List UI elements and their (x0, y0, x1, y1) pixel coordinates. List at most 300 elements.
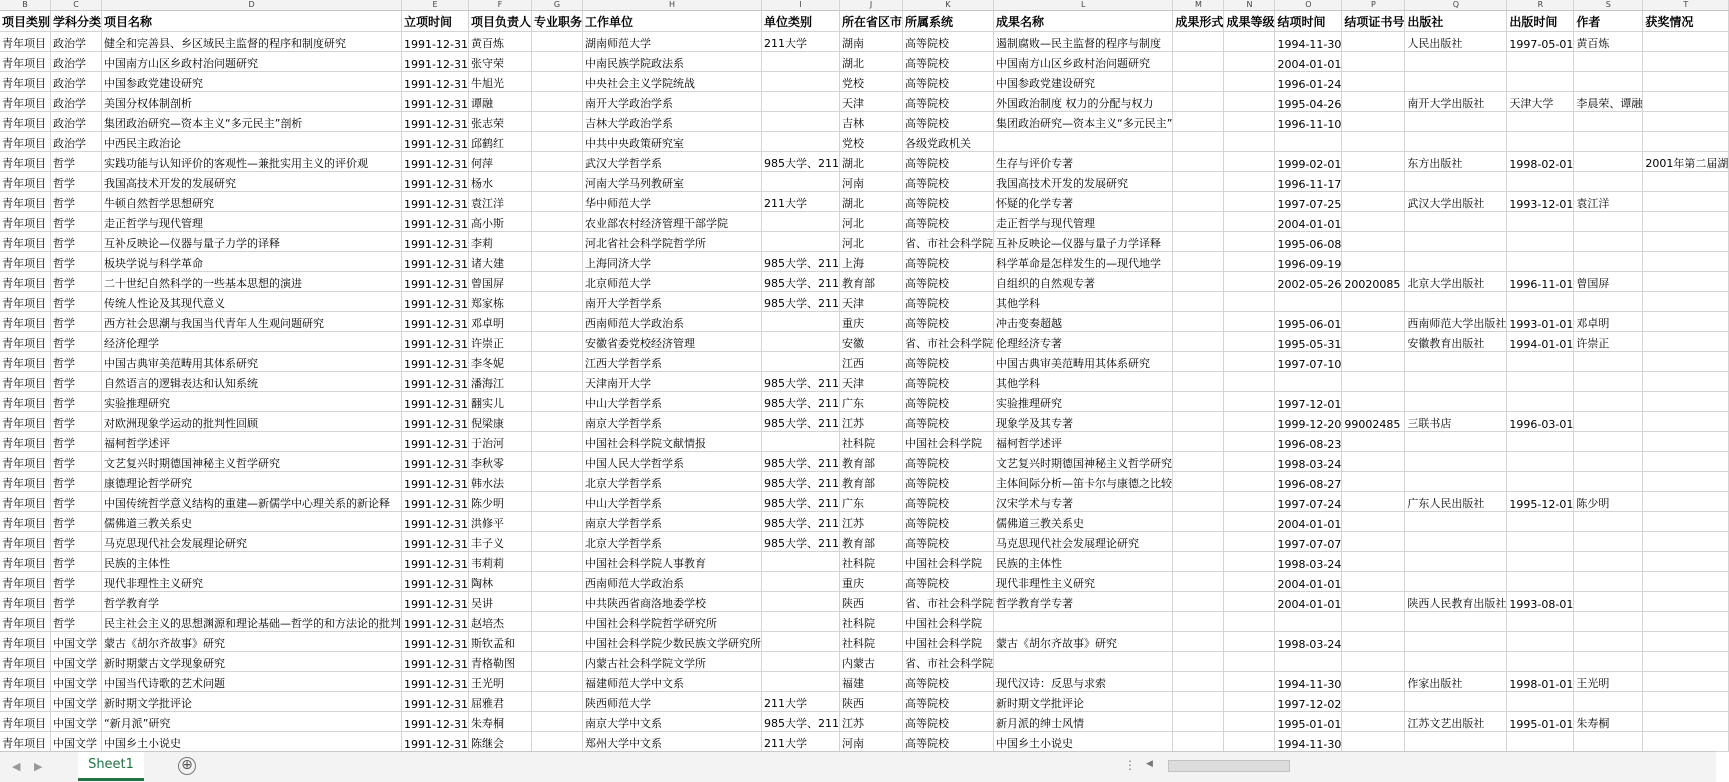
header-cell[interactable]: 获奖情况 (1643, 11, 1729, 32)
table-cell[interactable] (762, 432, 840, 452)
table-cell[interactable] (1342, 92, 1405, 112)
table-cell[interactable] (1507, 352, 1574, 372)
table-cell[interactable] (1643, 512, 1729, 532)
table-cell[interactable]: 斯钦孟和 (468, 632, 531, 652)
table-cell[interactable]: 1994-11-30 (1275, 32, 1342, 52)
table-cell[interactable] (762, 572, 840, 592)
column-letter[interactable]: R (1507, 0, 1574, 11)
table-cell[interactable]: 福建师范大学中文系 (583, 672, 762, 692)
table-cell[interactable]: 李秋零 (468, 452, 531, 472)
header-cell[interactable]: 结项证书号 (1342, 11, 1405, 32)
table-cell[interactable] (1507, 512, 1574, 532)
table-cell[interactable]: 外国政治制度 权力的分配与权力 (994, 92, 1173, 112)
table-cell[interactable] (1643, 272, 1729, 292)
table-cell[interactable]: 中国乡土小说史 (102, 732, 402, 752)
table-cell[interactable] (1643, 632, 1729, 652)
table-cell[interactable]: 西南师范大学出版社 (1405, 312, 1507, 332)
table-cell[interactable]: 985大学、211 (762, 532, 840, 552)
table-cell[interactable]: 南京大学中文系 (583, 712, 762, 732)
table-cell[interactable] (1643, 532, 1729, 552)
table-cell[interactable] (1405, 612, 1507, 632)
table-cell[interactable] (1224, 672, 1275, 692)
table-cell[interactable]: 黄百炼 (1574, 32, 1643, 52)
table-cell[interactable]: 青年项目 (0, 52, 51, 72)
table-cell[interactable]: 1997-07-25 (1275, 192, 1342, 212)
table-cell[interactable]: 青年项目 (0, 552, 51, 572)
table-cell[interactable]: 中国文学 (51, 652, 102, 672)
table-cell[interactable] (531, 412, 582, 432)
table-cell[interactable] (1224, 432, 1275, 452)
table-cell[interactable]: 1991-12-31 (402, 52, 469, 72)
table-cell[interactable]: 985大学、211 (762, 472, 840, 492)
table-cell[interactable]: 各级党政机关 (903, 132, 994, 152)
table-cell[interactable] (531, 432, 582, 452)
table-cell[interactable]: 河北 (840, 232, 903, 252)
column-letter[interactable]: C (51, 0, 102, 11)
table-cell[interactable] (1224, 112, 1275, 132)
table-cell[interactable]: 青年项目 (0, 212, 51, 232)
table-cell[interactable] (1574, 392, 1643, 412)
table-cell[interactable] (1342, 552, 1405, 572)
table-cell[interactable]: 新月派的绅士风情 (994, 712, 1173, 732)
table-cell[interactable]: 哲学 (51, 432, 102, 452)
table-cell[interactable]: 哲学 (51, 232, 102, 252)
table-cell[interactable] (1173, 432, 1224, 452)
table-cell[interactable]: 高等院校 (903, 292, 994, 312)
table-cell[interactable]: 1991-12-31 (402, 572, 469, 592)
header-cell[interactable]: 专业职务 (531, 11, 582, 32)
table-cell[interactable]: 新时期文学批评论 (102, 692, 402, 712)
table-cell[interactable]: 现代汉诗：反思与求索 (994, 672, 1173, 692)
table-cell[interactable]: 1991-12-31 (402, 412, 469, 432)
table-cell[interactable] (1342, 652, 1405, 672)
table-cell[interactable] (1224, 692, 1275, 712)
table-cell[interactable] (531, 92, 582, 112)
table-cell[interactable] (1405, 292, 1507, 312)
table-cell[interactable]: 民族的主体性 (994, 552, 1173, 572)
table-cell[interactable] (1173, 252, 1224, 272)
table-cell[interactable]: 211大学 (762, 192, 840, 212)
table-cell[interactable]: 自然语言的逻辑表达和认知系统 (102, 372, 402, 392)
table-cell[interactable]: 曾国屏 (468, 272, 531, 292)
table-cell[interactable]: 青年项目 (0, 512, 51, 532)
table-cell[interactable]: 高等院校 (903, 172, 994, 192)
table-cell[interactable] (1405, 572, 1507, 592)
table-cell[interactable] (1342, 312, 1405, 332)
table-cell[interactable] (531, 732, 582, 752)
table-cell[interactable]: 吴讲 (468, 592, 531, 612)
table-cell[interactable] (1405, 732, 1507, 752)
scroll-left-icon[interactable]: ◀ (1146, 759, 1153, 769)
table-cell[interactable]: 1991-12-31 (402, 312, 469, 332)
table-cell[interactable]: 985大学、211 (762, 252, 840, 272)
table-cell[interactable]: 高等院校 (903, 732, 994, 752)
table-cell[interactable] (1173, 212, 1224, 232)
table-cell[interactable]: 1991-12-31 (402, 32, 469, 52)
table-cell[interactable]: 赵培杰 (468, 612, 531, 632)
table-cell[interactable] (1405, 252, 1507, 272)
table-cell[interactable]: 西南师范大学政治系 (583, 312, 762, 332)
table-cell[interactable] (1405, 112, 1507, 132)
column-letter[interactable]: T (1643, 0, 1729, 11)
table-cell[interactable]: 湖南 (840, 32, 903, 52)
table-cell[interactable]: 陈少明 (468, 492, 531, 512)
table-cell[interactable]: 青年项目 (0, 332, 51, 352)
table-cell[interactable] (1224, 632, 1275, 652)
table-cell[interactable]: 板块学说与科学革命 (102, 252, 402, 272)
table-cell[interactable] (1224, 332, 1275, 352)
table-cell[interactable] (762, 72, 840, 92)
table-cell[interactable] (531, 392, 582, 412)
table-cell[interactable]: 中国文学 (51, 732, 102, 752)
table-cell[interactable]: 安徽教育出版社 (1405, 332, 1507, 352)
horizontal-scrollbar[interactable] (1146, 759, 1716, 771)
table-cell[interactable] (1224, 32, 1275, 52)
table-cell[interactable] (1224, 512, 1275, 532)
table-cell[interactable]: 袁江洋 (468, 192, 531, 212)
table-cell[interactable] (1173, 412, 1224, 432)
table-cell[interactable] (1224, 452, 1275, 472)
table-cell[interactable]: 黄百炼 (468, 32, 531, 52)
table-cell[interactable] (1643, 652, 1729, 672)
table-cell[interactable]: 走正哲学与现代管理 (102, 212, 402, 232)
table-cell[interactable]: 洪修平 (468, 512, 531, 532)
table-cell[interactable]: 青年项目 (0, 112, 51, 132)
table-cell[interactable]: 陈少明 (1574, 492, 1643, 512)
table-cell[interactable] (1224, 652, 1275, 672)
table-cell[interactable]: 1996-08-23 (1275, 432, 1342, 452)
table-cell[interactable]: 南开大学出版社 (1405, 92, 1507, 112)
table-cell[interactable]: 高等院校 (903, 352, 994, 372)
table-cell[interactable] (531, 192, 582, 212)
table-cell[interactable] (1405, 232, 1507, 252)
table-cell[interactable]: 河南 (840, 172, 903, 192)
table-cell[interactable] (1507, 372, 1574, 392)
table-cell[interactable]: 中国社会科学院 (903, 552, 994, 572)
table-cell[interactable]: 1991-12-31 (402, 492, 469, 512)
table-cell[interactable]: 中国社会科学院人事教育 (583, 552, 762, 572)
table-cell[interactable] (994, 652, 1173, 672)
table-cell[interactable] (1643, 552, 1729, 572)
table-cell[interactable]: 1991-12-31 (402, 292, 469, 312)
table-cell[interactable]: 1997-05-01 (1507, 32, 1574, 52)
table-cell[interactable]: 南开大学政治学系 (583, 92, 762, 112)
table-cell[interactable] (1643, 592, 1729, 612)
table-cell[interactable]: 内蒙古 (840, 652, 903, 672)
table-cell[interactable]: 张守荣 (468, 52, 531, 72)
table-cell[interactable] (1224, 252, 1275, 272)
table-cell[interactable]: 哲学 (51, 572, 102, 592)
table-cell[interactable] (1574, 632, 1643, 652)
table-cell[interactable]: 青年项目 (0, 92, 51, 112)
table-cell[interactable]: 政治学 (51, 32, 102, 52)
table-cell[interactable] (1342, 232, 1405, 252)
table-cell[interactable]: 天津 (840, 372, 903, 392)
table-cell[interactable]: 陶林 (468, 572, 531, 592)
table-cell[interactable] (1342, 372, 1405, 392)
table-cell[interactable] (1342, 712, 1405, 732)
table-cell[interactable] (762, 232, 840, 252)
table-cell[interactable]: 高等院校 (903, 712, 994, 732)
table-cell[interactable]: 中山大学哲学系 (583, 492, 762, 512)
table-cell[interactable] (1224, 472, 1275, 492)
table-cell[interactable]: 省、市社会科学院 (903, 592, 994, 612)
table-cell[interactable] (1342, 332, 1405, 352)
table-cell[interactable]: 高等院校 (903, 192, 994, 212)
table-cell[interactable]: 邱鹤红 (468, 132, 531, 152)
table-cell[interactable] (1643, 232, 1729, 252)
table-cell[interactable]: 青年项目 (0, 412, 51, 432)
table-cell[interactable] (1405, 692, 1507, 712)
table-cell[interactable] (1507, 72, 1574, 92)
table-cell[interactable] (1224, 612, 1275, 632)
table-cell[interactable] (1507, 212, 1574, 232)
table-cell[interactable]: 江西大学哲学系 (583, 352, 762, 372)
table-cell[interactable]: 1997-12-01 (1275, 392, 1342, 412)
table-cell[interactable]: 我国高技术开发的发展研究 (994, 172, 1173, 192)
table-cell[interactable]: 1991-12-31 (402, 252, 469, 272)
header-cell[interactable]: 工作单位 (583, 11, 762, 32)
table-cell[interactable]: 青年项目 (0, 732, 51, 752)
table-cell[interactable]: 青年项目 (0, 352, 51, 372)
table-cell[interactable] (1574, 592, 1643, 612)
table-cell[interactable]: 许崇正 (468, 332, 531, 352)
table-cell[interactable] (1643, 352, 1729, 372)
table-cell[interactable] (1224, 492, 1275, 512)
table-cell[interactable]: 中国参政党建设研究 (994, 72, 1173, 92)
table-cell[interactable]: 中国南方山区乡政村治问题研究 (102, 52, 402, 72)
table-cell[interactable]: 1991-12-31 (402, 652, 469, 672)
table-cell[interactable]: 高等院校 (903, 212, 994, 232)
table-cell[interactable]: 对欧洲现象学运动的批判性回顾 (102, 412, 402, 432)
table-cell[interactable] (1405, 532, 1507, 552)
table-cell[interactable]: 高等院校 (903, 532, 994, 552)
table-cell[interactable] (1173, 392, 1224, 412)
table-cell[interactable] (1342, 52, 1405, 72)
table-cell[interactable]: 杨水 (468, 172, 531, 192)
table-cell[interactable]: 1991-12-31 (402, 452, 469, 472)
table-cell[interactable]: 天津 (840, 292, 903, 312)
table-cell[interactable] (1574, 512, 1643, 532)
table-cell[interactable] (1643, 192, 1729, 212)
table-cell[interactable]: 211大学 (762, 32, 840, 52)
table-cell[interactable] (1574, 732, 1643, 752)
table-cell[interactable] (1342, 692, 1405, 712)
table-cell[interactable]: 985大学、211 (762, 412, 840, 432)
table-cell[interactable] (531, 252, 582, 272)
table-cell[interactable]: 青年项目 (0, 272, 51, 292)
table-cell[interactable]: 高等院校 (903, 72, 994, 92)
table-cell[interactable] (1173, 532, 1224, 552)
table-cell[interactable]: 哲学 (51, 472, 102, 492)
table-cell[interactable] (1173, 572, 1224, 592)
table-cell[interactable]: 经济伦理学 (102, 332, 402, 352)
table-cell[interactable] (1574, 472, 1643, 492)
table-cell[interactable]: 哲学 (51, 352, 102, 372)
table-cell[interactable]: 985大学、211 (762, 452, 840, 472)
header-cell[interactable]: 单位类别 (762, 11, 840, 32)
table-cell[interactable]: 中国古典审美范畴用其体系研究 (994, 352, 1173, 372)
table-cell[interactable]: 青年项目 (0, 232, 51, 252)
table-cell[interactable]: 1991-12-31 (402, 332, 469, 352)
table-cell[interactable]: 邓卓明 (468, 312, 531, 332)
table-cell[interactable] (762, 332, 840, 352)
table-cell[interactable]: 中国社会科学院 (903, 632, 994, 652)
table-cell[interactable]: 1998-02-01 (1507, 152, 1574, 172)
table-cell[interactable] (1275, 612, 1342, 632)
table-cell[interactable]: 1997-12-02 (1275, 692, 1342, 712)
table-cell[interactable] (762, 172, 840, 192)
table-cell[interactable]: 2004-01-01 (1275, 52, 1342, 72)
table-cell[interactable] (1643, 252, 1729, 272)
table-cell[interactable]: 哲学 (51, 152, 102, 172)
table-cell[interactable]: 生存与评价专著 (994, 152, 1173, 172)
table-cell[interactable]: 1997-07-24 (1275, 492, 1342, 512)
table-cell[interactable]: 党校 (840, 72, 903, 92)
table-cell[interactable]: 张志荣 (468, 112, 531, 132)
table-cell[interactable]: 哲学教育学专著 (994, 592, 1173, 612)
table-cell[interactable]: 1997-07-10 (1275, 352, 1342, 372)
table-cell[interactable]: 儒佛道三教关系史 (994, 512, 1173, 532)
table-cell[interactable]: 1991-12-31 (402, 112, 469, 132)
table-cell[interactable] (1643, 452, 1729, 472)
table-cell[interactable]: 党校 (840, 132, 903, 152)
table-cell[interactable]: 1993-01-01 (1507, 312, 1574, 332)
table-cell[interactable]: 社科院 (840, 632, 903, 652)
table-cell[interactable]: 新时期蒙古文学现象研究 (102, 652, 402, 672)
table-cell[interactable]: 青年项目 (0, 252, 51, 272)
table-cell[interactable]: 1991-12-31 (402, 512, 469, 532)
table-cell[interactable]: “新月派”研究 (102, 712, 402, 732)
table-cell[interactable] (1574, 652, 1643, 672)
table-cell[interactable] (1342, 592, 1405, 612)
column-letter[interactable]: G (531, 0, 582, 11)
table-cell[interactable]: 高等院校 (903, 572, 994, 592)
table-cell[interactable] (1224, 732, 1275, 752)
table-cell[interactable] (762, 132, 840, 152)
table-cell[interactable] (1507, 612, 1574, 632)
table-cell[interactable] (1224, 532, 1275, 552)
table-cell[interactable]: 湖北 (840, 52, 903, 72)
table-cell[interactable] (1173, 372, 1224, 392)
table-cell[interactable] (531, 372, 582, 392)
table-cell[interactable]: 985大学、211 (762, 152, 840, 172)
table-cell[interactable]: 985大学、211 (762, 272, 840, 292)
table-cell[interactable]: 王光明 (1574, 672, 1643, 692)
table-cell[interactable]: 哲学 (51, 412, 102, 432)
table-cell[interactable]: 蒙古《胡尔齐故事》研究 (994, 632, 1173, 652)
column-letter[interactable]: L (994, 0, 1173, 11)
table-cell[interactable] (1224, 192, 1275, 212)
table-cell[interactable] (1643, 612, 1729, 632)
table-cell[interactable]: 武汉大学哲学系 (583, 152, 762, 172)
table-cell[interactable]: 1991-12-31 (402, 192, 469, 212)
table-cell[interactable]: 美国分权体制剖析 (102, 92, 402, 112)
table-cell[interactable]: 集团政治研究—资本主义“多元民主” (994, 112, 1173, 132)
table-cell[interactable] (1224, 572, 1275, 592)
table-cell[interactable]: 哲学 (51, 532, 102, 552)
table-cell[interactable]: 2001年第二届湖 (1643, 152, 1729, 172)
table-cell[interactable]: 安徽 (840, 332, 903, 352)
table-cell[interactable]: 1995-01-01 (1507, 712, 1574, 732)
table-cell[interactable]: 互补反映论—仪器与量子力学的译释 (102, 232, 402, 252)
table-cell[interactable]: 中国社会科学院哲学研究所 (583, 612, 762, 632)
table-cell[interactable]: 教育部 (840, 472, 903, 492)
table-cell[interactable] (1173, 672, 1224, 692)
table-cell[interactable]: 中国文学 (51, 672, 102, 692)
table-cell[interactable] (1275, 132, 1342, 152)
table-cell[interactable]: 1996-11-10 (1275, 112, 1342, 132)
table-cell[interactable] (531, 532, 582, 552)
table-cell[interactable]: 丰子义 (468, 532, 531, 552)
column-letter[interactable]: M (1173, 0, 1224, 11)
table-cell[interactable]: 2004-01-01 (1275, 512, 1342, 532)
table-cell[interactable]: 北京大学哲学系 (583, 532, 762, 552)
table-cell[interactable]: 王光明 (468, 672, 531, 692)
header-cell[interactable]: 结项时间 (1275, 11, 1342, 32)
table-cell[interactable]: 河北 (840, 212, 903, 232)
table-cell[interactable]: 其他学科 (994, 372, 1173, 392)
table-cell[interactable] (1224, 592, 1275, 612)
table-cell[interactable] (531, 352, 582, 372)
table-cell[interactable]: 青年项目 (0, 152, 51, 172)
table-cell[interactable] (1405, 652, 1507, 672)
table-cell[interactable]: 中国古典审美范畴用其体系研究 (102, 352, 402, 372)
table-cell[interactable]: 1996-03-01 (1507, 412, 1574, 432)
table-cell[interactable]: 陕西 (840, 692, 903, 712)
table-cell[interactable]: 哲学 (51, 612, 102, 632)
table-cell[interactable]: 陕西人民教育出版社 (1405, 592, 1507, 612)
table-cell[interactable]: 天津大学 (1507, 92, 1574, 112)
table-cell[interactable]: 1991-12-31 (402, 432, 469, 452)
table-cell[interactable] (531, 72, 582, 92)
table-cell[interactable] (762, 112, 840, 132)
table-cell[interactable]: 哲学 (51, 592, 102, 612)
table-cell[interactable]: 高等院校 (903, 372, 994, 392)
table-cell[interactable]: 河北省社会科学院哲学所 (583, 232, 762, 252)
table-cell[interactable]: 陕西师范大学 (583, 692, 762, 712)
table-cell[interactable] (1342, 152, 1405, 172)
table-cell[interactable] (1342, 572, 1405, 592)
table-cell[interactable] (531, 152, 582, 172)
table-cell[interactable] (1405, 372, 1507, 392)
table-cell[interactable]: 李晨荣、谭融 (1574, 92, 1643, 112)
table-cell[interactable] (1173, 552, 1224, 572)
table-cell[interactable] (1342, 532, 1405, 552)
table-cell[interactable] (1574, 612, 1643, 632)
table-cell[interactable]: 哲学 (51, 252, 102, 272)
table-cell[interactable]: 1991-12-31 (402, 472, 469, 492)
table-cell[interactable] (1275, 652, 1342, 672)
table-cell[interactable]: 中国南方山区乡政村治问题研究 (994, 52, 1173, 72)
header-cell[interactable]: 项目负责人 (468, 11, 531, 32)
table-cell[interactable] (1224, 152, 1275, 172)
table-cell[interactable]: 实验推理研究 (994, 392, 1173, 412)
table-cell[interactable] (1507, 432, 1574, 452)
table-cell[interactable] (1643, 172, 1729, 192)
table-cell[interactable]: 1999-02-01 (1275, 152, 1342, 172)
table-cell[interactable] (1342, 172, 1405, 192)
table-cell[interactable] (1224, 392, 1275, 412)
table-cell[interactable] (1405, 172, 1507, 192)
table-cell[interactable] (1173, 352, 1224, 372)
table-cell[interactable] (1342, 112, 1405, 132)
table-cell[interactable]: 冲击变奏超越 (994, 312, 1173, 332)
table-cell[interactable] (1342, 472, 1405, 492)
table-cell[interactable]: 青年项目 (0, 612, 51, 632)
table-cell[interactable]: 1995-06-01 (1275, 312, 1342, 332)
table-cell[interactable] (762, 52, 840, 72)
